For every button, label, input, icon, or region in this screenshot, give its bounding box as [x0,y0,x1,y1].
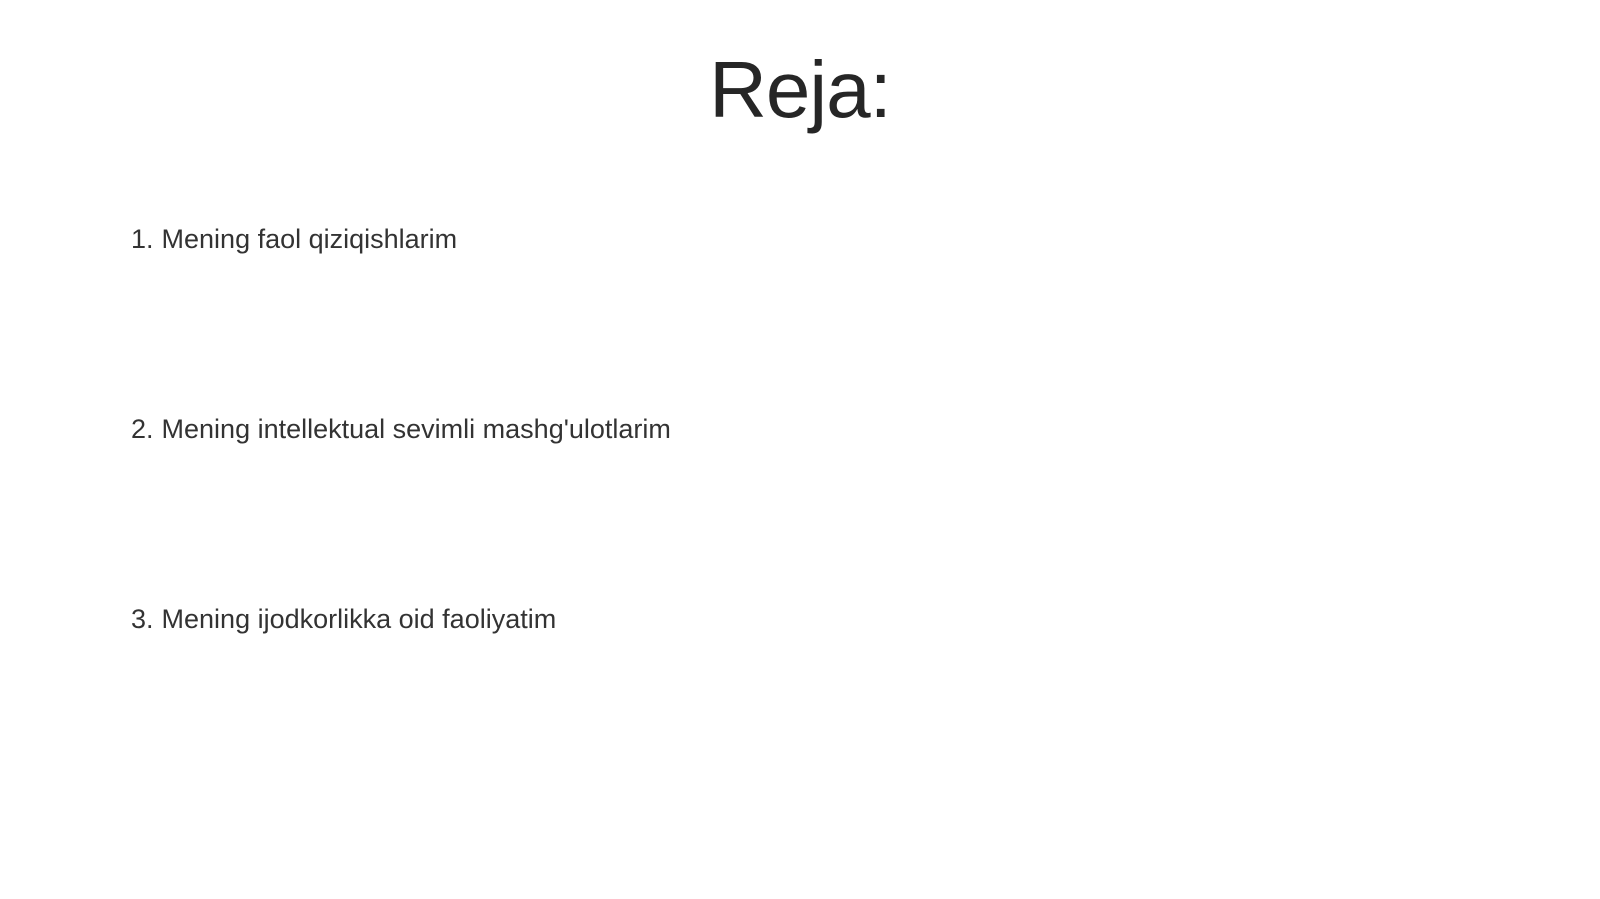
plan-item-1 [131,221,457,257]
slide-title: Reja: [709,45,891,134]
plan-item-text: Mening ijodkorlikka oid faoliyatim [161,604,557,634]
plan-item-text: Mening faol qiziqishlarim [161,224,458,254]
plan-item-3 [131,601,556,637]
plan-item-number: 2. [131,414,154,444]
plan-item-2 [131,411,671,447]
plan-item-number: 3. [131,604,154,634]
plan-item-number: 1. [131,224,154,254]
plan-item-text: Mening intellektual sevimli mashg'ulotlarim [161,414,671,444]
